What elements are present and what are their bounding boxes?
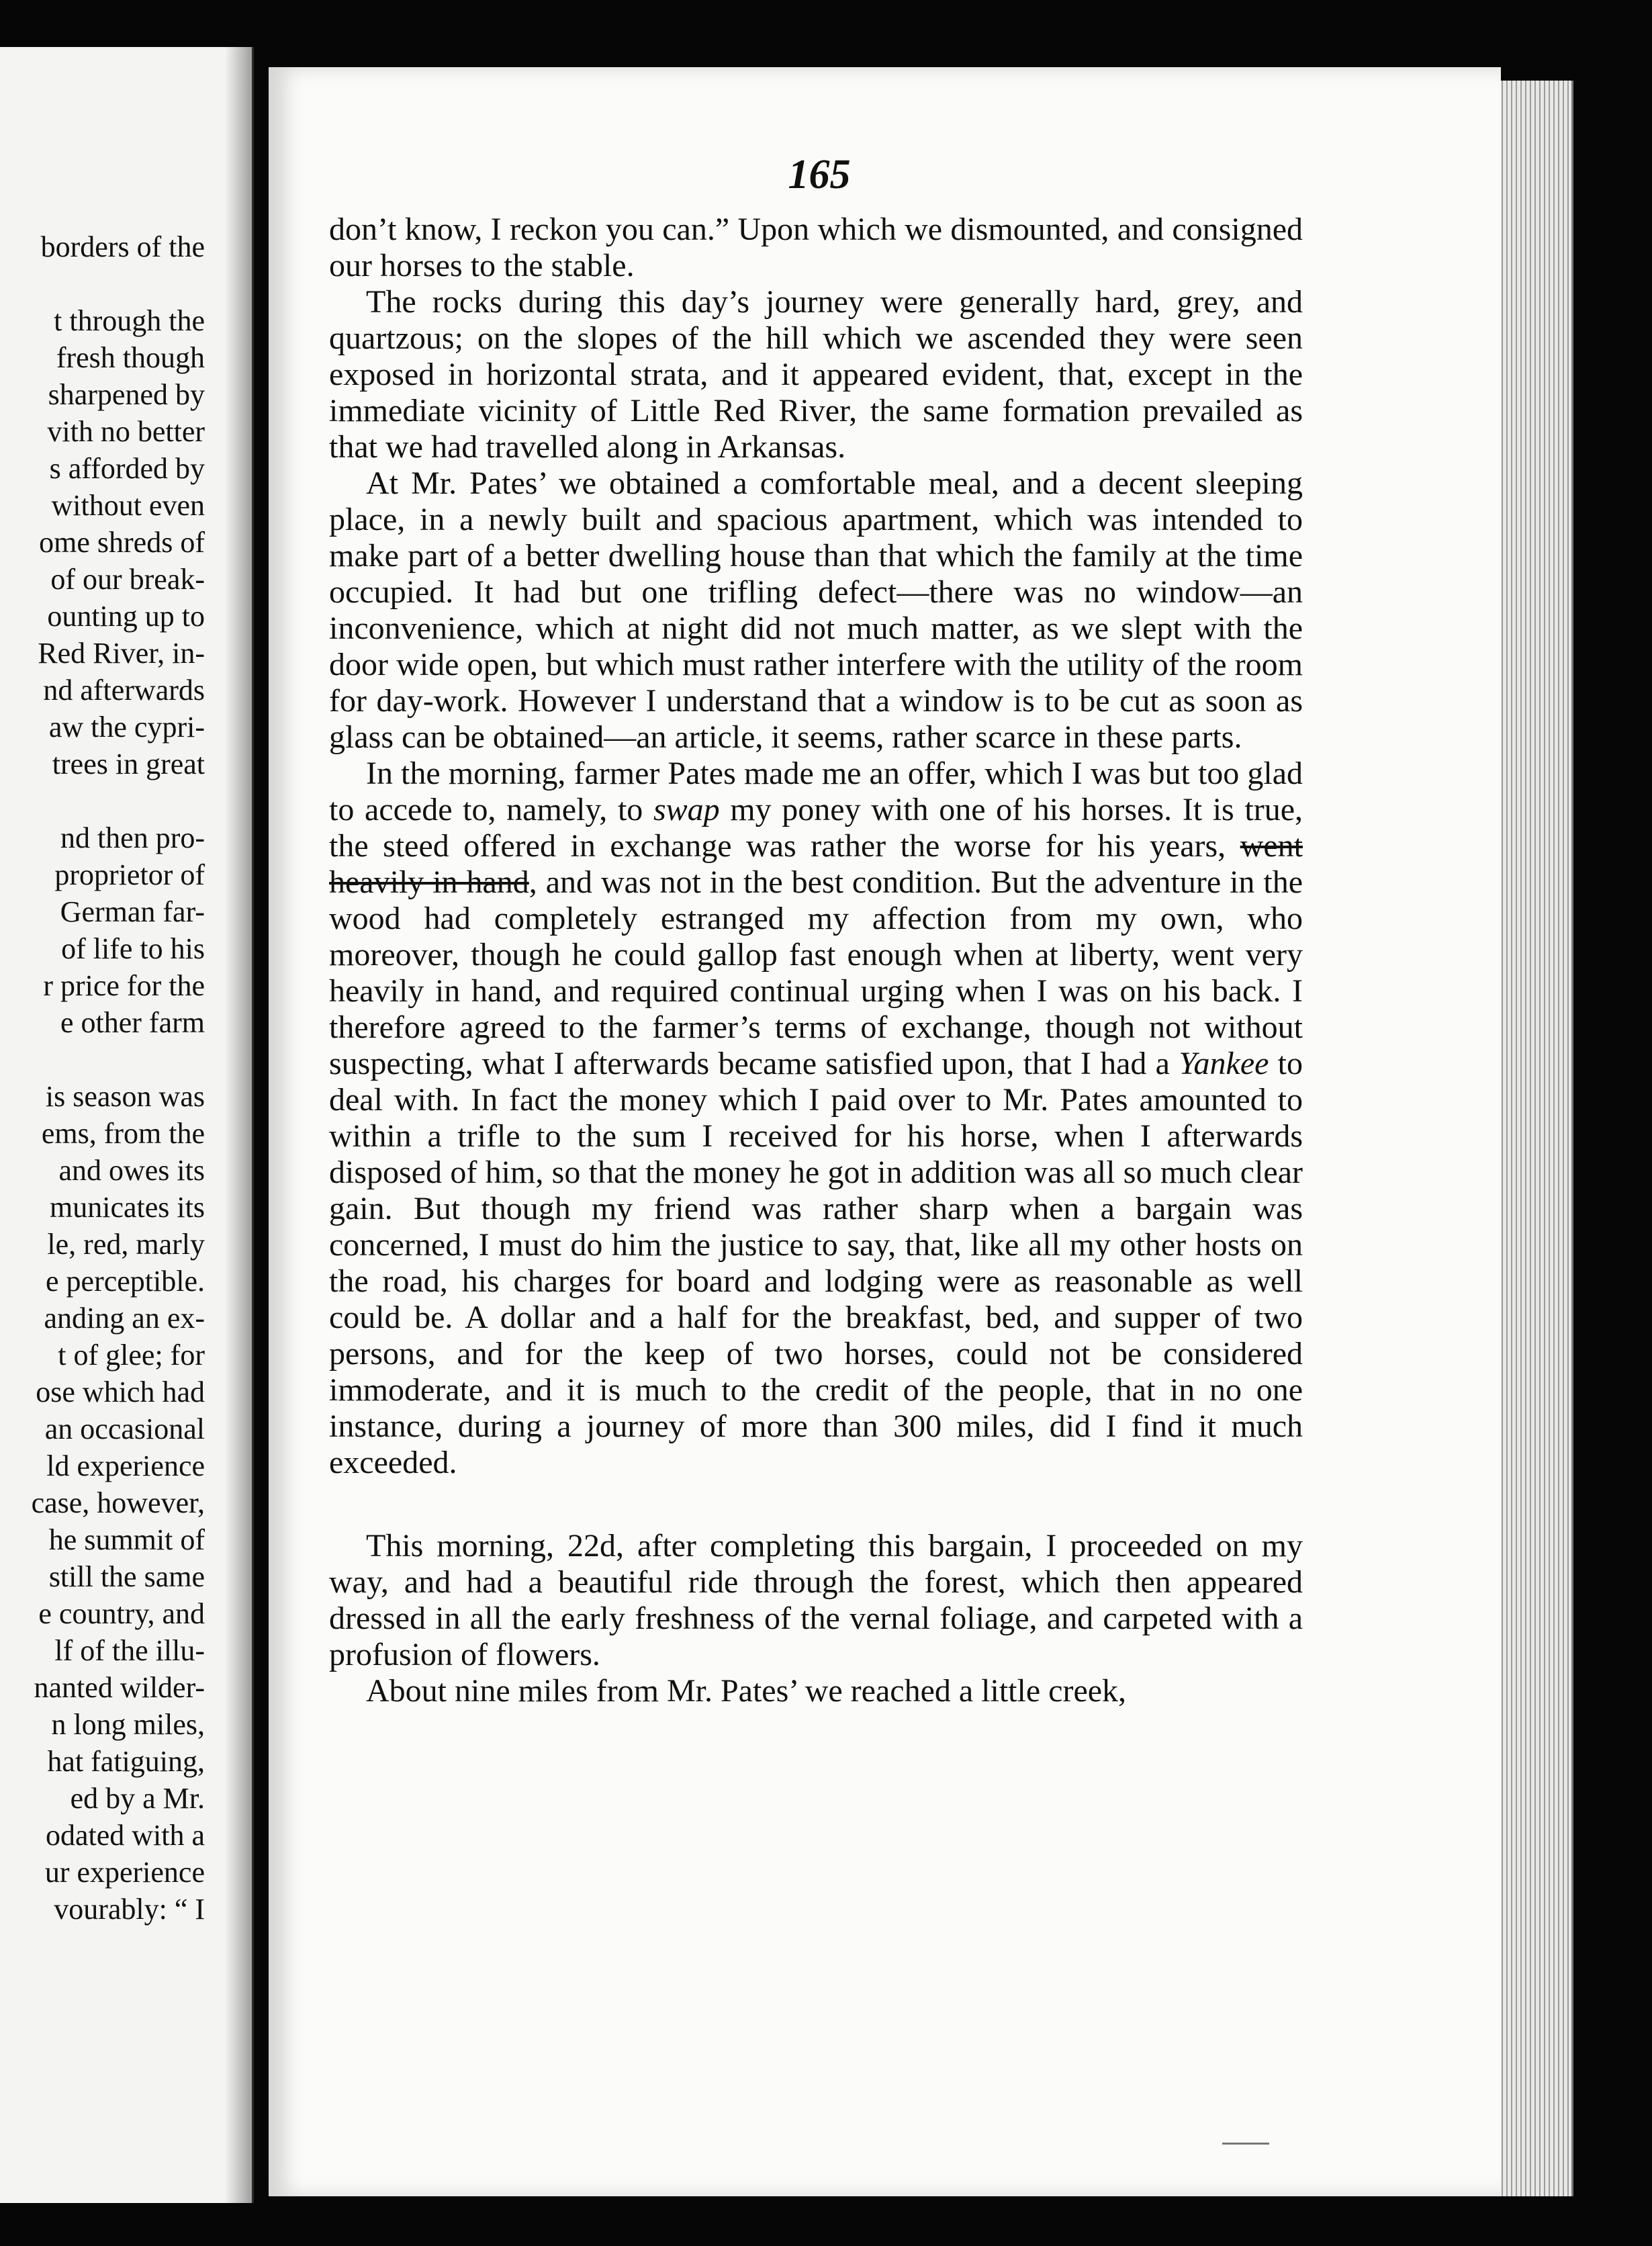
book-gutter-shadow [225,47,252,2203]
left-page-line: nd then pro- [60,821,205,854]
left-page-line: s afforded by [49,452,205,485]
left-page-line: municates its [50,1191,205,1224]
left-page-line: ed by a Mr. [70,1782,205,1815]
left-page-line: borders of the [40,230,205,263]
left-page-line: e perceptible. [46,1265,205,1298]
left-page-line [32,265,205,302]
paragraph-3: At Mr. Pates’ we obtained a comfortable meal, and a decent sleeping place, in a newly built and spacious apartment, which was intended to make part of a better dwelling house than that which the family at the time occupied. It had but one trifling defect—there was no window—an inconvenience, which at night did not much matter, as we slept with the door wide open, but which must rather interfere with the utility of the room for day-work. However I understand that a window is to be cut as soon as glass can be obtained—an article, it seems, rather scarce in these parts. [329,465,1303,755]
paragraph-4-part-a: In the morning, farmer Pates made me an offer, which I was but too glad to accede to, namely, to [329,756,1303,827]
left-page-line [32,1041,205,1078]
left-page-line [32,782,205,819]
pencil-mark [1222,2143,1269,2145]
left-page-line: nd afterwards [43,674,205,707]
left-page-line: vourably: “ I [54,1893,205,1926]
left-page-line: t of glee; for [58,1339,205,1372]
paragraph-4-part-d: to deal with. In fact the money which I paid over to Mr. Pates amounted to within a trifle to the sum I received for his horse, when I afterwards disposed of him, so that the money he got in addition was all so much clear gain. But though my friend was rather sharp when a bargain was concerned, I must do him the justice to say, that, like all my other hosts on the road, his charges for board and lodging were as reasonable as well could be. A dollar and a half for the breakfast, bed, and supper of two persons, and for the keep of two horses, could not be considered immoderate, and it is much to the credit of the people, that in no one instance, during a journey of more than 300 miles, did I find it much exceeded. [329,1046,1303,1480]
left-page-line: le, red, marly [47,1228,205,1261]
paragraph-1: don’t know, I reckon you can.” Upon which we dismounted, and consigned our horses to the stable. [329,212,1303,283]
left-page-line: ounting up to [47,600,205,633]
left-page-line: still the same [48,1560,205,1593]
left-page-line: hat fatiguing, [47,1745,205,1778]
left-page-line: odated with a [45,1819,205,1852]
left-page-line: t through the [54,304,205,337]
paragraph-4 [329,756,1303,1481]
left-page-line: sharpened by [48,378,205,411]
left-page-line: German far- [60,895,205,928]
left-page-line: he summit of [48,1523,205,1556]
left-page-line: ome shreds of [39,526,205,559]
left-page-line: of life to his [61,932,205,965]
left-page-line: Red River, in- [38,637,205,670]
left-page-line: e other farm [60,1006,205,1039]
left-page-line: without even [51,489,205,522]
paragraph-6: About nine miles from Mr. Pates’ we reached a little creek, [366,1673,1127,1709]
left-page-line: nanted wilder- [34,1671,205,1704]
left-page-line: case, however, [31,1486,205,1519]
left-page-line: proprietor of [54,858,205,891]
left-page-line: ld experience [46,1449,205,1482]
paragraph-2: The rocks during this day’s journey were generally hard, grey, and quartzous; on the slopes of the hill which we ascended they were seen exposed in horizontal strata, and it appeared evident, that, except in the immediate vicinity of Little Red River, the same formation prevailed as that we had travelled along in Arkansas. [329,284,1303,465]
left-page-line: is season was [45,1080,205,1113]
left-page [0,47,254,2203]
left-page-line: aw the cypri- [48,711,205,744]
left-page-text [32,228,205,1928]
left-page-line: ose which had [36,1376,205,1408]
left-page-line: r price for the [43,969,205,1002]
italic-word-swap: swap [653,792,720,827]
left-page-line: fresh though [56,341,205,374]
paragraph-5: This morning, 22d, after completing this bargain, I proceeded on my way, and had a beautiful ride through the forest, which then appeared dressed in all the early freshness of the vernal foliage, and carpeted with a profusion of flowers. [329,1528,1303,1672]
paragraph-4-part-c: , and was not in the best condition. But the adventure in the wood had completely estranged my affection from my own, who moreover, though he could gallop fast enough when at liberty, went very heavily in hand, and required continual urging when I was on his back. I therefore agreed to the farmer’s terms of exchange, though not without suspecting, what I afterwards became satisfied upon, that I had a [329,864,1303,1081]
italic-word-yankee: Yankee [1179,1046,1269,1081]
left-page-line: lf of the illu- [54,1634,205,1667]
page-number: 165 [788,152,851,197]
struck-through-text: went heavily in hand [329,828,1303,900]
right-page-text [329,212,1303,1709]
left-page-line: an occasional [44,1412,205,1445]
left-page-line: n long miles, [51,1708,205,1741]
left-page-line: ems, from the [41,1117,205,1150]
left-page-line: trees in great [52,748,205,780]
left-page-line: ur experience [44,1856,205,1889]
left-page-line: vith no better [47,415,205,448]
paragraph-4-part-b: my poney with one of his horses. It is true, the steed offered in exchange was rather the worse for his years, [329,792,1303,864]
left-page-line: of our break- [50,563,205,596]
left-page-line: e country, and [38,1597,205,1630]
left-page-line: and owes its [58,1154,205,1187]
left-page-line: anding an ex- [44,1302,205,1335]
